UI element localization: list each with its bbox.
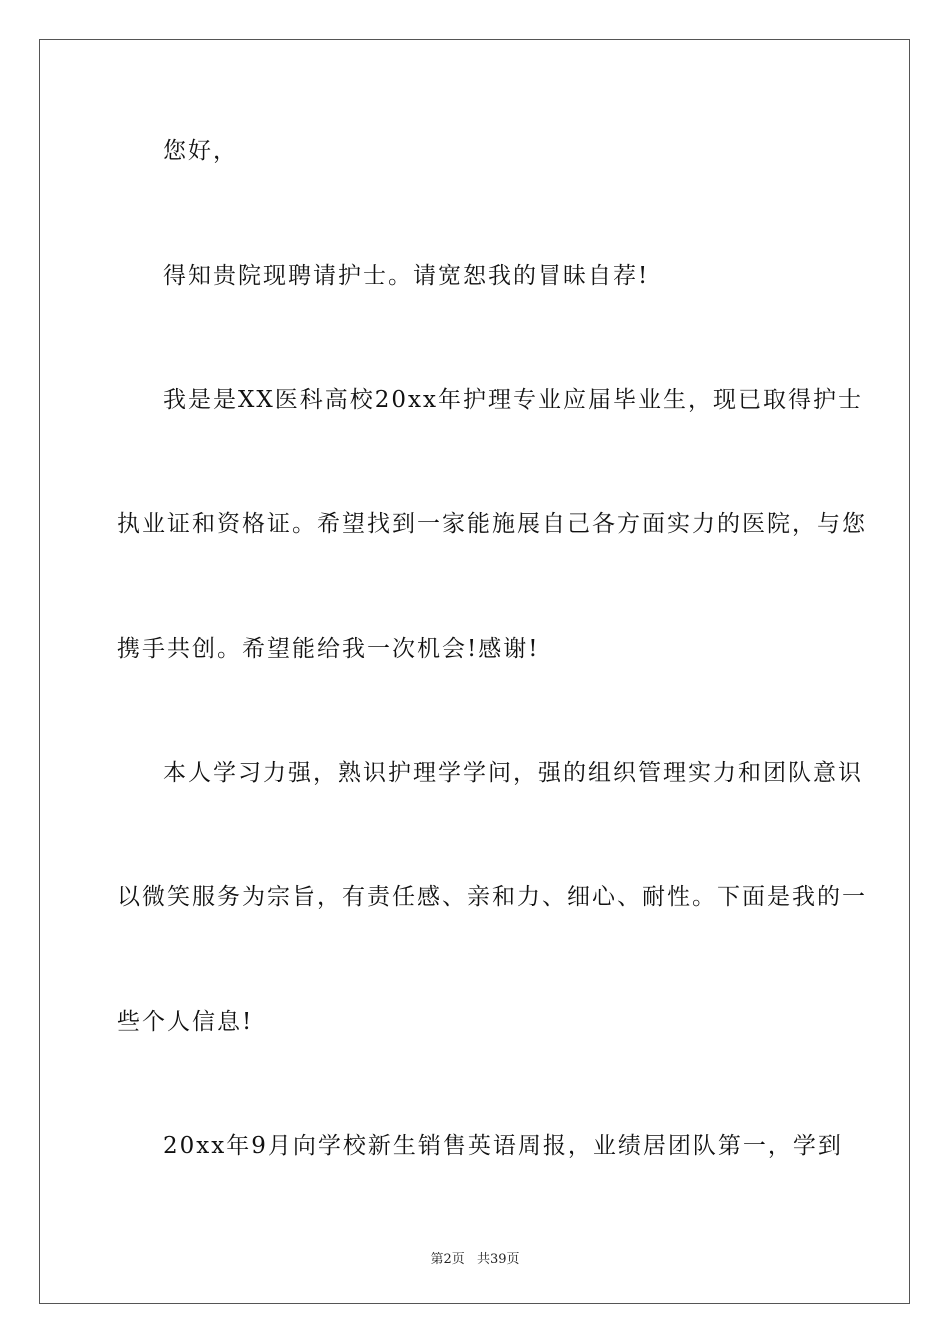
paragraph-line: 携手共创。希望能给我一次机会!感谢! [117,636,540,662]
page-border [39,39,910,1304]
page-total: 共39页 [476,1252,520,1267]
paragraph-line: 本人学习力强，熟识护理学学问，强的组织管理实力和团队意识 [163,760,863,786]
paragraph-line: 得知贵院现聘请护士。请宽恕我的冒昧自荐! [163,263,650,289]
salutation-line: 您好， [163,138,238,164]
paragraph-line: 执业证和资格证。希望找到一家能施展自己各方面实力的医院，与您 [117,511,867,537]
paragraph-line: 我是是XX医科高校20xx年护理专业应届毕业生，现已取得护士 [163,387,863,413]
paragraph-line: 些个人信息! [117,1009,254,1035]
page-footer [0,1248,950,1267]
paragraph-line: 以微笑服务为宗旨，有责任感、亲和力、细心、耐性。下面是我的一 [117,884,867,910]
paragraph-line: 20xx年9月向学校新生销售英语周报，业绩居团队第一，学到 [163,1133,843,1159]
page-number: 第2页 [430,1252,465,1267]
